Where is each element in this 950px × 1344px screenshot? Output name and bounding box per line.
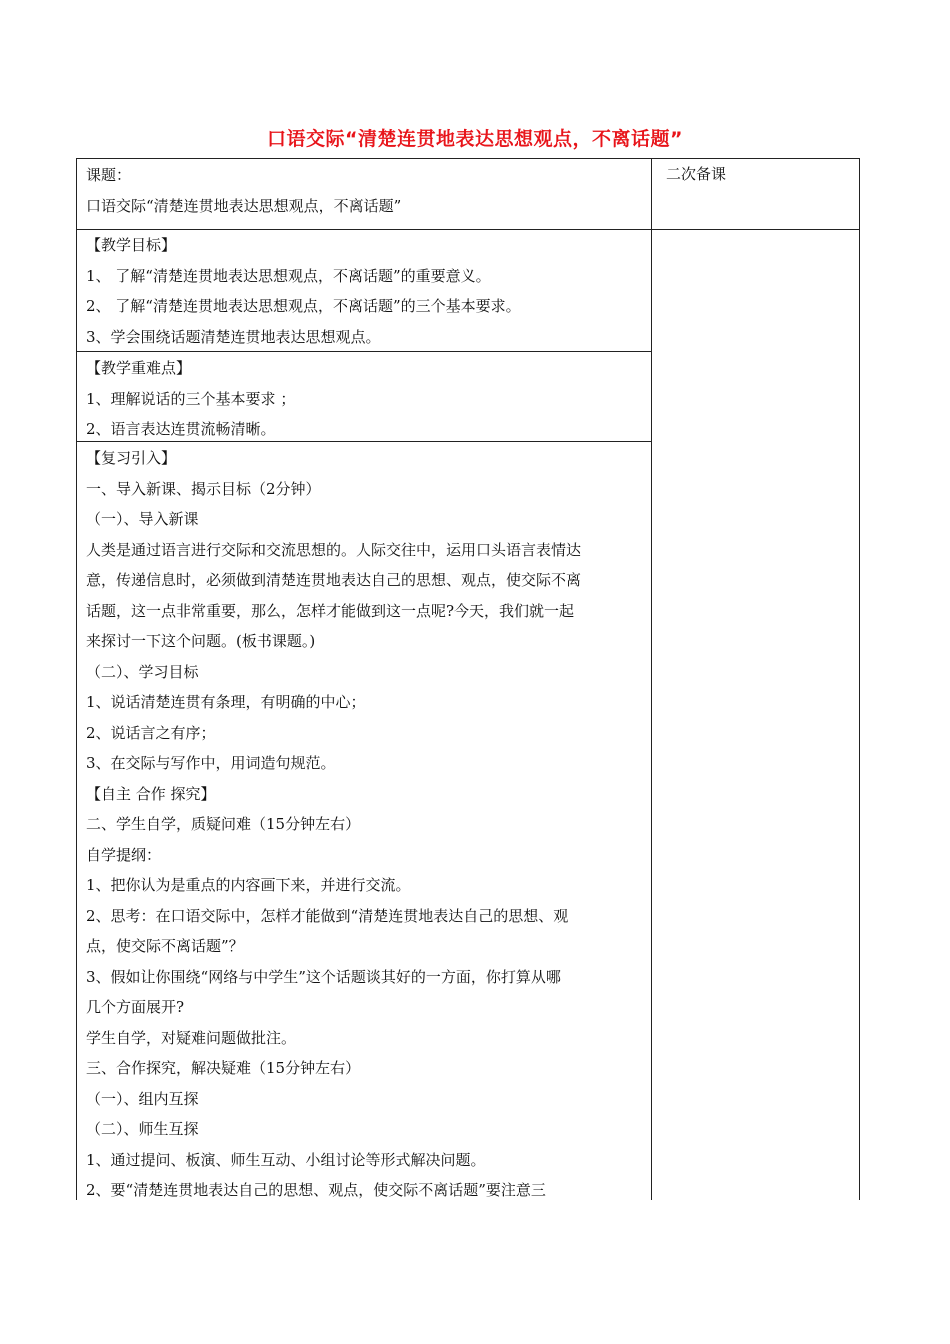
teaching-process-cell — [86, 443, 646, 1206]
text-line: 人类是通过语言进行交际和交流思想的。人际交往中，运用口头语言表情达 — [86, 540, 582, 559]
text-line: 【教学目标】 — [86, 236, 177, 254]
text-line: 1、把你认为是重点的内容画下来，并进行交流。 — [86, 876, 411, 894]
secondary-prep-header: 二次备课 — [666, 165, 727, 183]
text-line: 课题： — [86, 166, 132, 184]
topic-cell — [86, 160, 646, 222]
text-line: （一）、导入新课 — [86, 510, 199, 528]
text-line: 1、说话清楚连贯有条理，有明确的中心； — [86, 693, 366, 711]
text-line: 1、理解说话的三个基本要求 ； — [86, 389, 296, 408]
text-line: 【复习引入】 — [86, 449, 177, 467]
text-line: 2、说话言之有序； — [86, 723, 216, 742]
text-line: 【教学重难点】 — [86, 359, 192, 377]
text-line: 学生自学，对疑难问题做批注。 — [86, 1028, 297, 1047]
text-line: 1、 了解“清楚连贯地表达思想观点，不离话题”的重要意义。 — [86, 266, 491, 285]
text-line: 2、要“清楚连贯地表达自己的思想、观点，使交际不离话题”要注意三 — [86, 1181, 546, 1199]
text-line: 几个方面展开? — [86, 998, 185, 1016]
text-line: 话题，这一点非常重要，那么，怎样才能做到这一点呢?今天，我们就一起 — [86, 601, 575, 620]
teaching-goals-cell — [86, 230, 646, 352]
text-line: （二）、师生互探 — [86, 1120, 199, 1138]
text-line: （一）、组内互探 — [86, 1089, 199, 1108]
text-line: 3、学会围绕话题清楚连贯地表达思想观点。 — [86, 327, 381, 346]
text-line: （二）、学习目标 — [86, 662, 199, 681]
text-line: 三、合作探究，解决疑难（15分钟左右） — [86, 1059, 361, 1077]
text-line: 口语交际“清楚连贯地表达思想观点，不离话题” — [86, 197, 402, 215]
text-line: 自学提纲： — [86, 845, 162, 864]
text-line: 3、在交际与写作中，用词造句规范。 — [86, 754, 336, 772]
text-line: 来探讨一下这个问题。(板书课题。) — [86, 632, 316, 650]
text-line: 1、通过提问、板演、师生互动、小组讨论等形式解决问题。 — [86, 1150, 486, 1169]
text-line: 2、思考：在口语交际中，怎样才能做到“清楚连贯地表达自己的思想、观 — [86, 906, 569, 925]
key-points-cell — [86, 353, 646, 445]
text-line: 【自主 合作 探究】 — [86, 784, 216, 803]
text-line: 2、语言表达连贯流畅清晰。 — [86, 420, 276, 438]
column-divider — [651, 158, 652, 1200]
document-title: 口语交际“清楚连贯地表达思想观点，不离话题” — [267, 128, 683, 150]
text-line: 二、学生自学，质疑问难（15分钟左右） — [86, 815, 361, 833]
text-line: 点，使交际不离话题”？ — [86, 937, 244, 955]
text-line: 意，传递信息时，必须做到清楚连贯地表达自己的思想、观点，使交际不离 — [86, 571, 582, 589]
text-line: 一、导入新课、揭示目标（2分钟） — [86, 479, 321, 498]
text-line: 3、假如让你围绕“网络与中学生”这个话题谈其好的一方面，你打算从哪 — [86, 967, 561, 986]
text-line: 2、 了解“清楚连贯地表达思想观点，不离话题”的三个基本要求。 — [86, 297, 521, 315]
